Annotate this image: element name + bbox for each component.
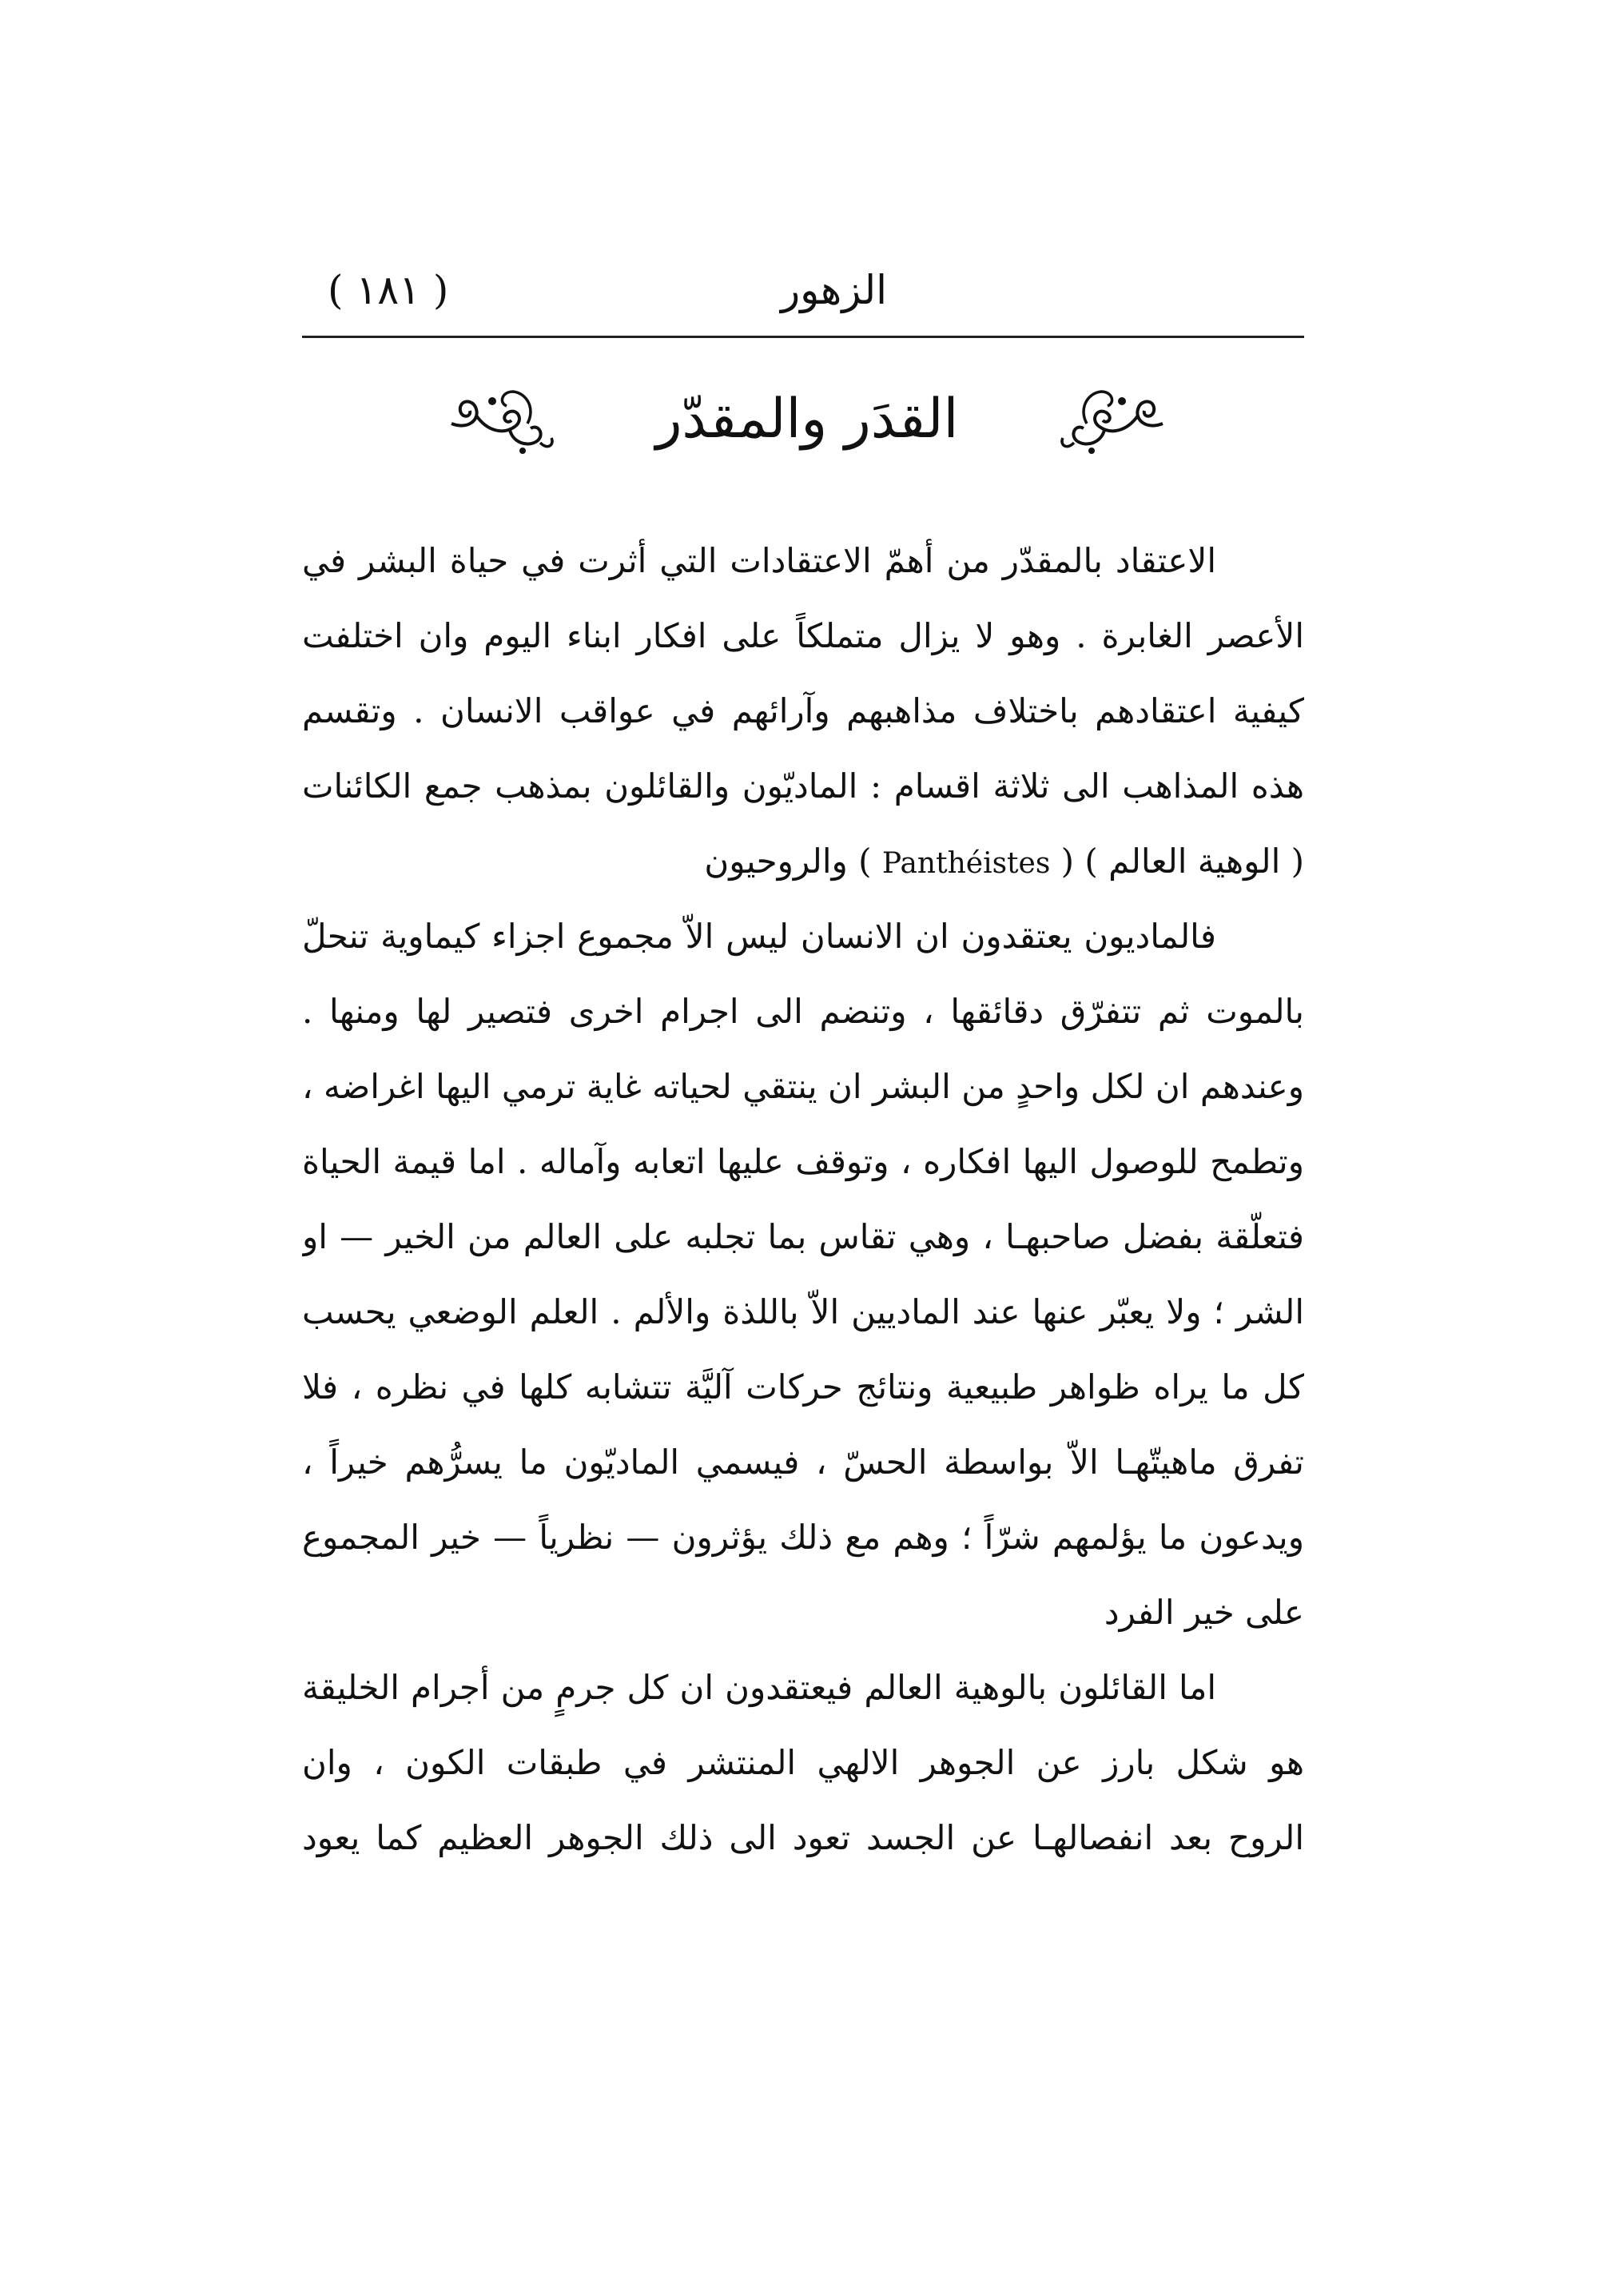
floral-ornament-left-icon	[447, 374, 559, 462]
paragraph-1	[302, 523, 1304, 899]
running-header	[304, 254, 1303, 326]
text-fragment: ( الوهية العالم ) (	[1050, 842, 1304, 881]
text-line: على خير الفرد	[1104, 1593, 1304, 1632]
floral-ornament-right-icon	[1055, 374, 1167, 462]
running-title: الزهور	[780, 267, 887, 313]
header-rule	[302, 336, 1304, 338]
text-line: الاعتقاد بالمقدّر من أهمّ الاعتقادات التي أثرت في حياة البشر في	[302, 541, 1216, 580]
text-line: فتعلّقة بفضل صاحبهـا ، وهي تقاس بما تجلبه على العالم من الخير — او	[302, 1217, 1304, 1256]
text-line: فالماديون يعتقدون ان الانسان ليس الاّ مجموع اجزاء كيماوية تنحلّ	[302, 917, 1216, 956]
text-line: تفرق ماهيتّهـا الاّ بواسطة الحسّ ، فيسمي الماديّون ما يسرُّهم خيراً ،	[302, 1442, 1304, 1482]
text-line: ويدعون ما يؤلمهم شرّاً ؛ وهم مع ذلك يؤثرون — نظرياً — خير المجموع	[302, 1518, 1304, 1557]
text-line: كيفية اعتقادهم باختلاف مذاهبهم وآرائهم في عواقب الانسان . وتقسم	[302, 691, 1304, 730]
text-line: كل ما يراه ظواهر طبيعية ونتائج حركات آليَّة تتشابه كلها في نظره ، فلا	[302, 1367, 1304, 1407]
paragraph-2	[302, 899, 1304, 1650]
text-line: اما القائلون بالوهية العالم فيعتقدون ان كل جرمٍ من أجرام الخليقة	[302, 1668, 1216, 1707]
text-line: هو شكل بارز عن الجوهر الالهي المنتشر في طبقات الكون ، وان	[302, 1743, 1304, 1782]
text-line: الروح بعد انفصالهـا عن الجسد تعود الى ذلك الجوهر العظيم كما يعود	[302, 1818, 1304, 1857]
chapter-title: القدَر والمقدّر	[655, 388, 959, 451]
text-line: هذه المذاهب الى ثلاثة اقسام : الماديّون والقائلون بمذهب جمع الكائنات	[302, 766, 1304, 806]
text-line: بالموت ثم تتفرّق دقائقها ، وتنضم الى اجرام اخرى فتصير لها ومنها .	[302, 992, 1304, 1031]
text-line: وعندهم ان لكل واحدٍ من البشر ان ينتقي لحياته غاية ترمي اليها اغراضه ،	[302, 1067, 1304, 1106]
text-line	[302, 824, 1304, 899]
text-line: الأعصر الغابرة . وهو لا يزال متملكاً على افكار ابناء اليوم وان اختلفت	[302, 616, 1304, 655]
body-text	[302, 523, 1304, 1876]
paragraph-3	[302, 1650, 1304, 1876]
text-line: وتطمح للوصول اليها افكاره ، وتوقف عليها اتعابه وآماله . اما قيمة الحياة	[302, 1142, 1304, 1181]
chapter-heading	[447, 360, 1167, 479]
text-fragment: ) والروحيون	[704, 842, 882, 881]
text-line: الشر ؛ ولا يعبّر عنها عند الماديين الاّ باللذة والألم . العلم الوضعي يحسب	[302, 1292, 1304, 1331]
latin-term: Panthéistes	[881, 847, 1051, 880]
page-number: ( ١٨١ )	[328, 267, 449, 313]
